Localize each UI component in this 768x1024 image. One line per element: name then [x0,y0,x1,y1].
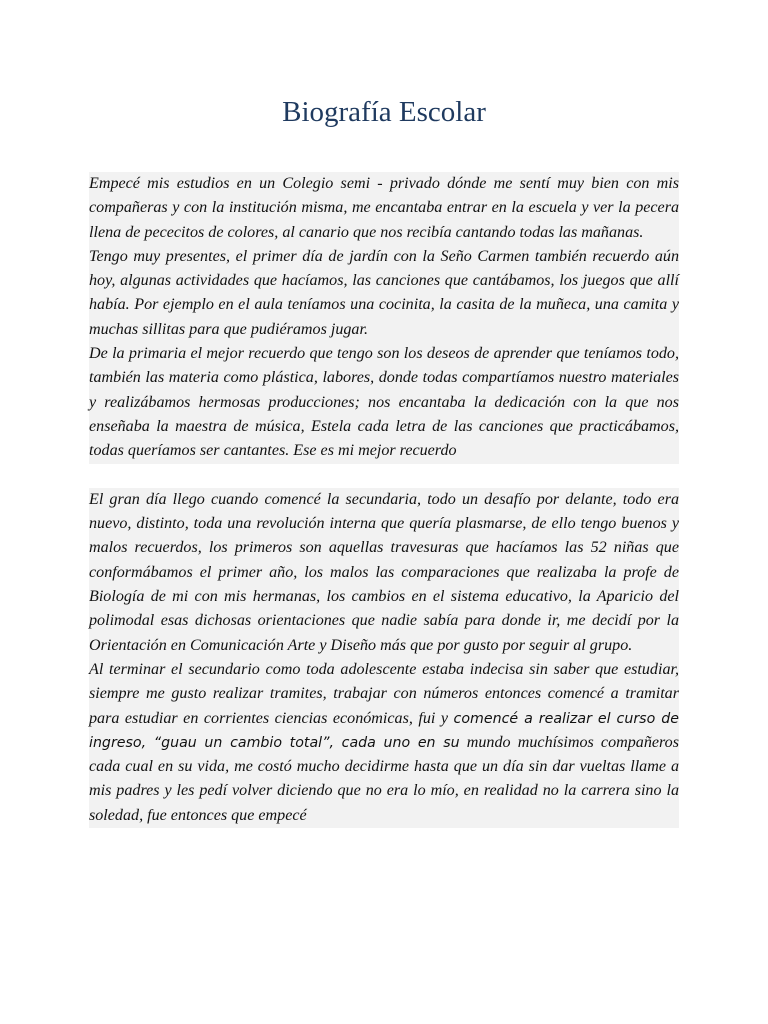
paragraph-colegio: Empecé mis estudios en un Colegio semi - privado dónde me sentí muy bien con mis compañeras y con la institución misma, me encantaba entrar en la escuela y ver la pecera llena de pececitos de colores, al canario que nos recibía cantando todas las mañanas. [89,172,679,245]
document-body [89,172,679,828]
paragraph-primaria: De la primaria el mejor recuerdo que tengo son los deseos de aprender que teníamos todo, también las materia como plástica, labores, donde todas compartíamos nuestro materiales y realizábamos hermosas producciones; nos encantaba la dedicación con la que nos enseñaba la maestra de música, Estela cada letra de las canciones que practicábamos, todas queríamos ser cantantes. Ese es mi mejor recuerdo [89,342,679,463]
paragraph-terminar-part2: comencé a realizar el curso de ingreso, “guau un cambio total”, cada uno en su [89,710,679,751]
paragraph-jardin: Tengo muy presentes, el primer día de jardín con la Seño Carmen también recuerdo aún hoy, algunas actividades que hacíamos, las canciones que cantábamos, los juegos que allí había. Por ejemplo en el aula teníamos una cocinita, la casita de la muñeca, una camita y muchas sillitas para que pudiéramos jugar. [89,245,679,342]
paragraph-terminar-secundario [89,658,679,828]
document-title: Biografía Escolar [282,96,486,128]
paragraph-secundaria: El gran día llego cuando comencé la secundaria, todo un desafío por delante, todo era nuevo, distinto, toda una revolución interna que quería plasmarse, de ello tengo buenos y malos recuerdos, los primeros son aquellas travesuras que hacíamos las 52 niñas que conformábamos el primer año, los malos las comparaciones que realizaba la profe de Biología de mi con mis hermanas, los cambios en el sistema educativo, la Aparicio del polimodal esas dichosas orientaciones que nadie sabía para donde ir, me decidí por la Orientación en Comunicación Arte y Diseño más que por gusto por seguir al grupo. [89,488,679,658]
paragraph-terminar-part1: Al terminar el secundario como toda adolescente estaba indecisa sin saber que estudiar, siempre me gusto realizar tramites, trabajar con números entonces comencé a tramitar para estudiar en corrientes ciencias económicas, fui y [89,660,679,727]
paragraph-terminar-part3: mundo muchísimos compañeros cada cual en su vida, me costó mucho decidirme hasta que un día sin dar vueltas llame a mis padres y les pedí volver diciendo que no era lo mío, en realidad no la carrera sino la soledad, fue entonces que empecé [89,733,679,824]
